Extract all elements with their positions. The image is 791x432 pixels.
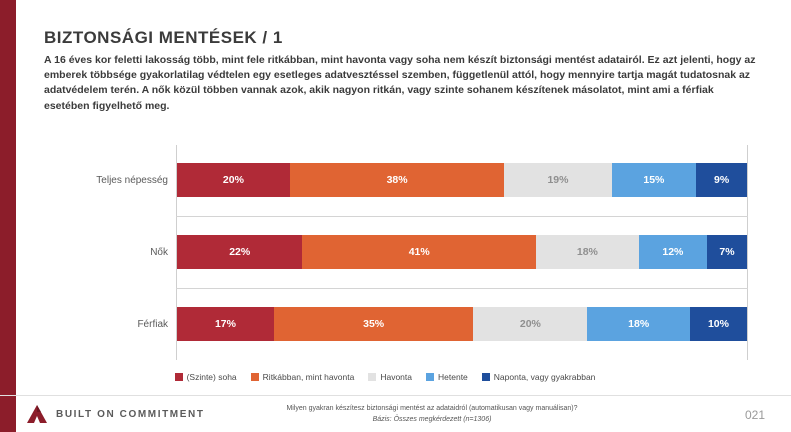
legend-item [175,372,237,382]
legend-label: Havonta [380,372,413,382]
segment-szinte-soha: 20% [177,163,290,197]
segment-havonta: 20% [473,307,587,341]
legend-label: Hetente [438,372,468,382]
category-label: Férfiak [137,318,168,330]
page-title: BIZTONSÁGI MENTÉSEK / 1 [44,28,283,47]
category-label: Teljes népesség [96,174,168,186]
source-base: Bázis: Összes megkérdezett (n=1306) [372,415,492,423]
footer-divider [0,395,791,396]
segment-havonta: 18% [536,235,639,269]
legend-label: Naponta, vagy gyakrabban [493,372,596,382]
legend-label: (Szinte) soha [186,372,237,382]
bar-teljes-nepesseg [177,163,747,197]
category-label: Nők [150,246,168,258]
legend-item [482,372,596,382]
segment-ritkabban: 41% [302,235,536,269]
gridline [176,288,748,289]
lead-paragraph: A 16 éves kor feletti lakosság több, mint fele ritkábban, mint havonta vagy soha nem készít biztonsági mentést adatairól. Ez azt jelenti, hogy az emberek többsége gyakorlatilag védtelen egy esetleges adatvesztéssel szemben, függetlenül attól, hogy mennyire tartja magát tudatosnak az adatvédelem terén. A nők közül többen vannak azok, akik nagyon ritkán, vagy szinte sohanem készítenek másolatot, mint ami a férfiak esetében figyelhető meg. [44,54,756,112]
legend-swatch-icon [426,373,434,381]
segment-naponta: 9% [696,163,747,197]
segment-havonta: 19% [504,163,611,197]
segment-hetente: 18% [587,307,690,341]
legend-swatch-icon [368,373,376,381]
accent-bar [0,0,16,432]
source-question: Milyen gyakran készítesz biztonsági mentést az adataidról (automatikusan vagy manuálisan)? [286,405,578,412]
bar-ferfiak [177,307,747,341]
chart-legend [150,372,620,382]
legend-swatch-icon [482,373,490,381]
segment-ritkabban: 38% [290,163,504,197]
legend-item [426,372,468,382]
gridline [176,216,748,217]
chart-row [44,307,756,341]
chart-row [44,163,756,197]
legend-item [368,372,412,382]
brand-text: BUILT ON COMMITMENT [56,408,205,420]
segment-naponta: 7% [707,235,747,269]
legend-swatch-icon [175,373,183,381]
segment-hetente: 12% [639,235,707,269]
segment-szinte-soha: 22% [177,235,302,269]
segment-szinte-soha: 17% [177,307,274,341]
chart-row [44,235,756,269]
source-note [232,404,632,425]
bar-nok [177,235,747,269]
page-number: 021 [744,408,765,422]
segment-naponta: 10% [690,307,747,341]
brand-lockup [26,404,205,424]
segment-hetente: 15% [612,163,697,197]
legend-item [251,372,355,382]
logo-icon [26,404,48,424]
stacked-bar-chart [44,145,756,360]
legend-swatch-icon [251,373,259,381]
legend-label: Ritkábban, mint havonta [262,372,355,382]
segment-ritkabban: 35% [274,307,474,341]
